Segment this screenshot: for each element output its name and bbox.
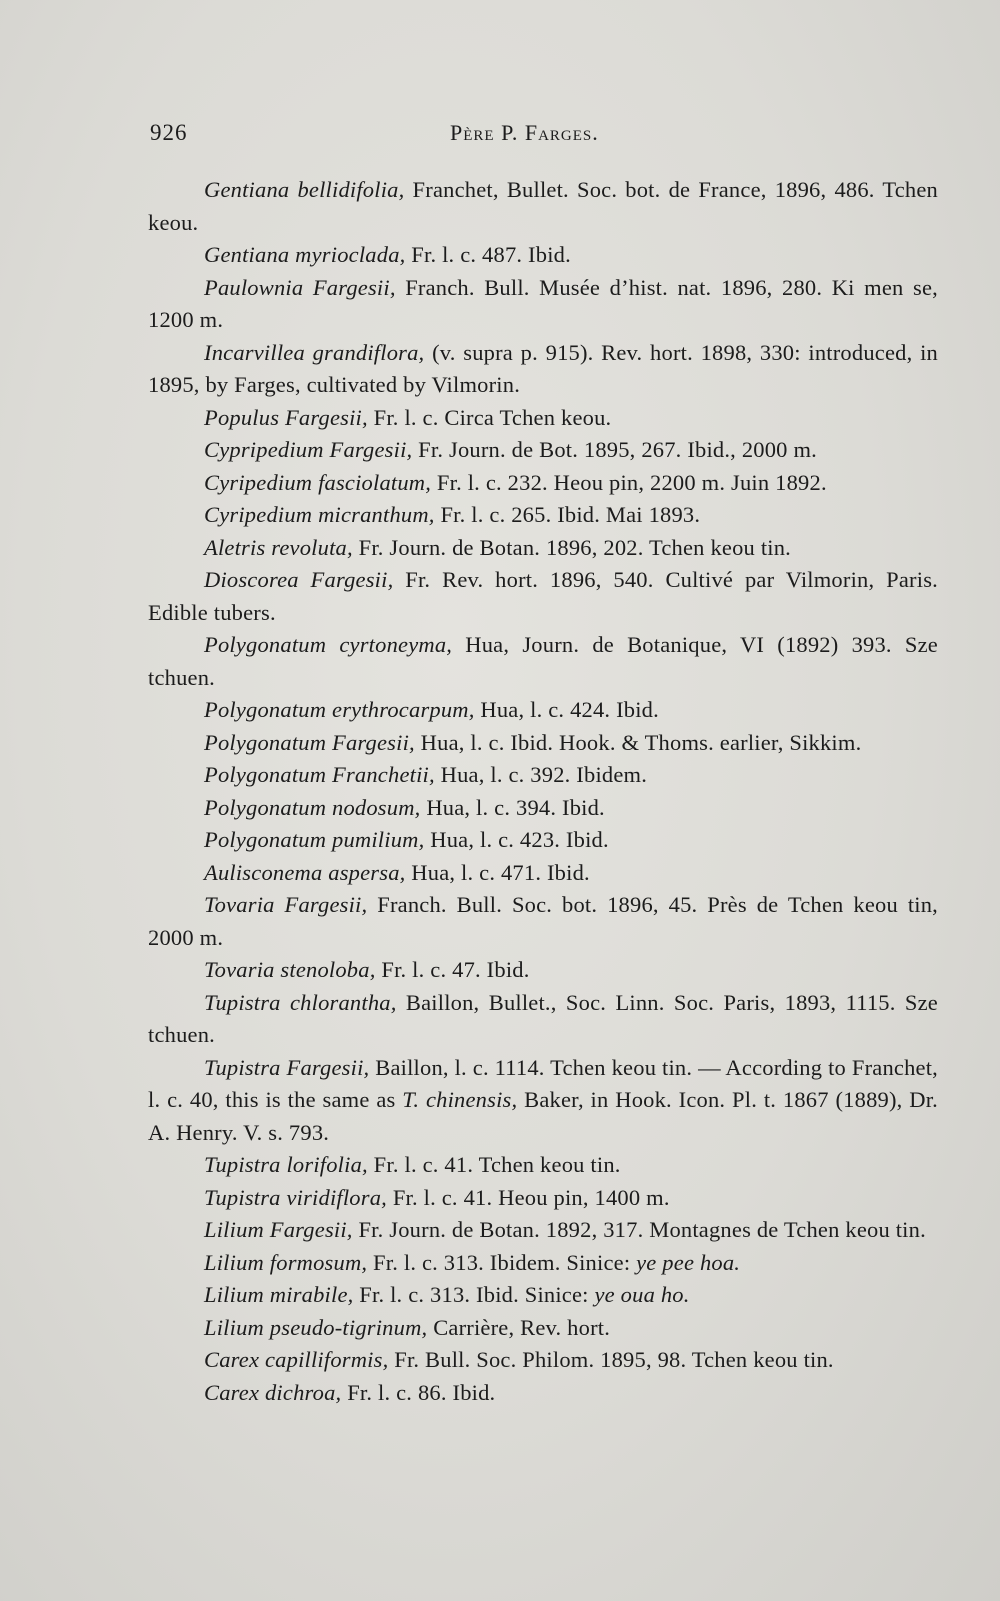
species-name: Dioscorea Fargesii,: [204, 567, 394, 592]
species-entry: [148, 402, 938, 435]
entry-citation: Hua, l. c. 471. Ibid.: [405, 859, 590, 885]
species-name: Tupistra chlorantha,: [204, 989, 397, 1015]
species-name: Gentiana myrioclada,: [204, 242, 406, 267]
species-name: Lilium Fargesii,: [204, 1217, 353, 1242]
species-entry: [148, 889, 938, 954]
entry-citation: Fr. l. c. 41. Heou pin, 1400 m.: [387, 1184, 670, 1210]
species-name: Polygonatum erythrocarpum,: [204, 697, 475, 722]
species-entry: [148, 174, 938, 239]
italic-term: ye oua ho.: [594, 1282, 690, 1307]
species-name: Carex capilliformis,: [204, 1347, 389, 1372]
species-entry: [148, 1344, 938, 1377]
species-name: Cyripedium fasciolatum,: [204, 469, 432, 495]
entry-citation: Carrière, Rev. hort.: [427, 1314, 611, 1340]
species-entry: [148, 532, 938, 565]
page-number: 926: [150, 120, 188, 145]
species-name: Paulownia Fargesii,: [204, 274, 396, 300]
species-entry: [148, 337, 938, 402]
entry-citation: Fr. l. c. 47. Ibid.: [375, 957, 530, 982]
species-entry: [148, 629, 938, 694]
entry-citation-continued: Baker, in Hook. Icon. Pl. t. 1867 (1889), Dr. A. Henry. V. s. 793.: [148, 1087, 938, 1145]
species-name: Tupistra viridiflora,: [204, 1184, 387, 1210]
entry-citation: Hua, l. c. 423. Ibid.: [424, 827, 609, 852]
species-entry: [148, 272, 938, 337]
entry-citation: Hua, l. c. 394. Ibid.: [420, 794, 605, 820]
species-entry: [148, 792, 938, 825]
species-entry: [148, 694, 938, 727]
species-name: Lilium formosum,: [204, 1249, 368, 1275]
species-entry: [148, 824, 938, 857]
entry-citation: Fr. l. c. Circa Tchen keou.: [367, 404, 612, 430]
species-name: Tovaria stenoloba,: [204, 957, 376, 982]
species-entry: [148, 467, 938, 500]
species-name: Polygonatum nodosum,: [204, 794, 421, 820]
species-name: Aulisconema aspersa,: [204, 859, 406, 885]
species-name: Tupistra lorifolia,: [204, 1152, 368, 1177]
entry-citation: Fr. l. c. 41. Tchen keou tin.: [367, 1152, 621, 1177]
species-name: Polygonatum cyrtoneyma,: [204, 632, 453, 657]
species-entry: [148, 1312, 938, 1345]
species-name: Incarvillea grandiflora,: [204, 339, 425, 365]
running-head: Père P. Farges.: [450, 120, 599, 145]
species-name: Lilium mirabile,: [204, 1282, 354, 1307]
species-entry: [148, 1052, 938, 1150]
species-entry: [148, 857, 938, 890]
species-entry: [148, 759, 938, 792]
species-name: Carex dichroa,: [204, 1379, 342, 1405]
entry-citation: Fr. Journ. de Botan. 1896, 202. Tchen keou tin.: [352, 534, 791, 560]
entry-citation: Fr. Rev. hort. 1896, 540. Cultivé par Vilmorin, Paris. Edible tubers.: [148, 567, 938, 625]
entry-citation: Fr. l. c. 86. Ibid.: [341, 1379, 496, 1405]
italic-term: T. chinensis,: [402, 1087, 518, 1112]
species-entry: [148, 1149, 938, 1182]
page-header: [150, 120, 936, 160]
entry-citation: Fr. l. c. 313. Ibid. Sinice:: [353, 1282, 595, 1307]
entry-citation: Franchet, Bullet. Soc. bot. de France, 1896, 486. Tchen keou.: [148, 177, 938, 235]
entry-citation: Hua, Journ. de Botanique, VI (1892) 393. Sze tchuen.: [148, 632, 938, 690]
species-name: Tupistra Fargesii,: [204, 1054, 370, 1080]
entry-citation: Baillon, l. c. 1114. Tchen keou tin. — According to Franchet, l. c. 40, this is the same as: [148, 1054, 939, 1112]
entry-citation: Fr. Journ. de Botan. 1892, 317. Montagnes de Tchen keou tin.: [352, 1217, 926, 1242]
species-name: Polygonatum Franchetii,: [204, 762, 435, 787]
entry-citation: Hua, l. c. 424. Ibid.: [474, 697, 659, 722]
species-entry: [148, 1247, 938, 1280]
species-entry: [148, 1377, 938, 1410]
species-entry: [148, 954, 938, 987]
species-entry: [148, 434, 938, 467]
species-name: Tovaria Fargesii,: [204, 892, 368, 917]
species-entry: [148, 239, 938, 272]
entry-citation: Hua, l. c. 392. Ibidem.: [434, 762, 648, 787]
species-name: Aletris revoluta,: [204, 534, 353, 560]
species-name: Cypripedium Fargesii,: [204, 437, 413, 462]
entry-citation: Hua, l. c. Ibid. Hook. & Thoms. earlier, Sikkim.: [414, 729, 862, 755]
species-list: [148, 174, 938, 1409]
species-name: Polygonatum Fargesii,: [204, 729, 415, 755]
entry-citation: Franch. Bull. Musée d’hist. nat. 1896, 280. Ki men se, 1200 m.: [148, 274, 938, 332]
entry-citation: Baillon, Bullet., Soc. Linn. Soc. Paris, 1893, 1115. Sze tchuen.: [148, 989, 938, 1047]
species-entry: [148, 987, 938, 1052]
entry-citation: Franch. Bull. Soc. bot. 1896, 45. Près de Tchen keou tin, 2000 m.: [148, 892, 938, 950]
entry-citation: Fr. l. c. 313. Ibidem. Sinice:: [367, 1249, 637, 1275]
species-entry: [148, 727, 938, 760]
species-entry: [148, 499, 938, 532]
species-name: Cyripedium micranthum,: [204, 502, 435, 527]
species-entry: [148, 1214, 938, 1247]
species-entry: [148, 564, 938, 629]
species-entry: [148, 1279, 938, 1312]
entry-citation: Fr. l. c. 265. Ibid. Mai 1893.: [434, 502, 701, 527]
entry-citation: Fr. l. c. 232. Heou pin, 2200 m. Juin 1892.: [431, 469, 827, 495]
entry-citation: Fr. Journ. de Bot. 1895, 267. Ibid., 2000 m.: [412, 437, 817, 462]
italic-term: ye pee hoa.: [636, 1249, 741, 1275]
entry-citation: (v. supra p. 915). Rev. hort. 1898, 330: introduced, in 1895, by Farges, cultivated by Vilmorin.: [148, 339, 938, 397]
species-name: Polygonatum pumilium,: [204, 827, 425, 852]
species-name: Gentiana bellidifolia,: [204, 177, 405, 202]
species-name: Lilium pseudo-tigrinum,: [204, 1314, 428, 1340]
entry-citation: Fr. Bull. Soc. Philom. 1895, 98. Tchen keou tin.: [388, 1347, 834, 1372]
species-name: Populus Fargesii,: [204, 404, 368, 430]
species-entry: [148, 1182, 938, 1215]
entry-citation: Fr. l. c. 487. Ibid.: [405, 242, 571, 267]
